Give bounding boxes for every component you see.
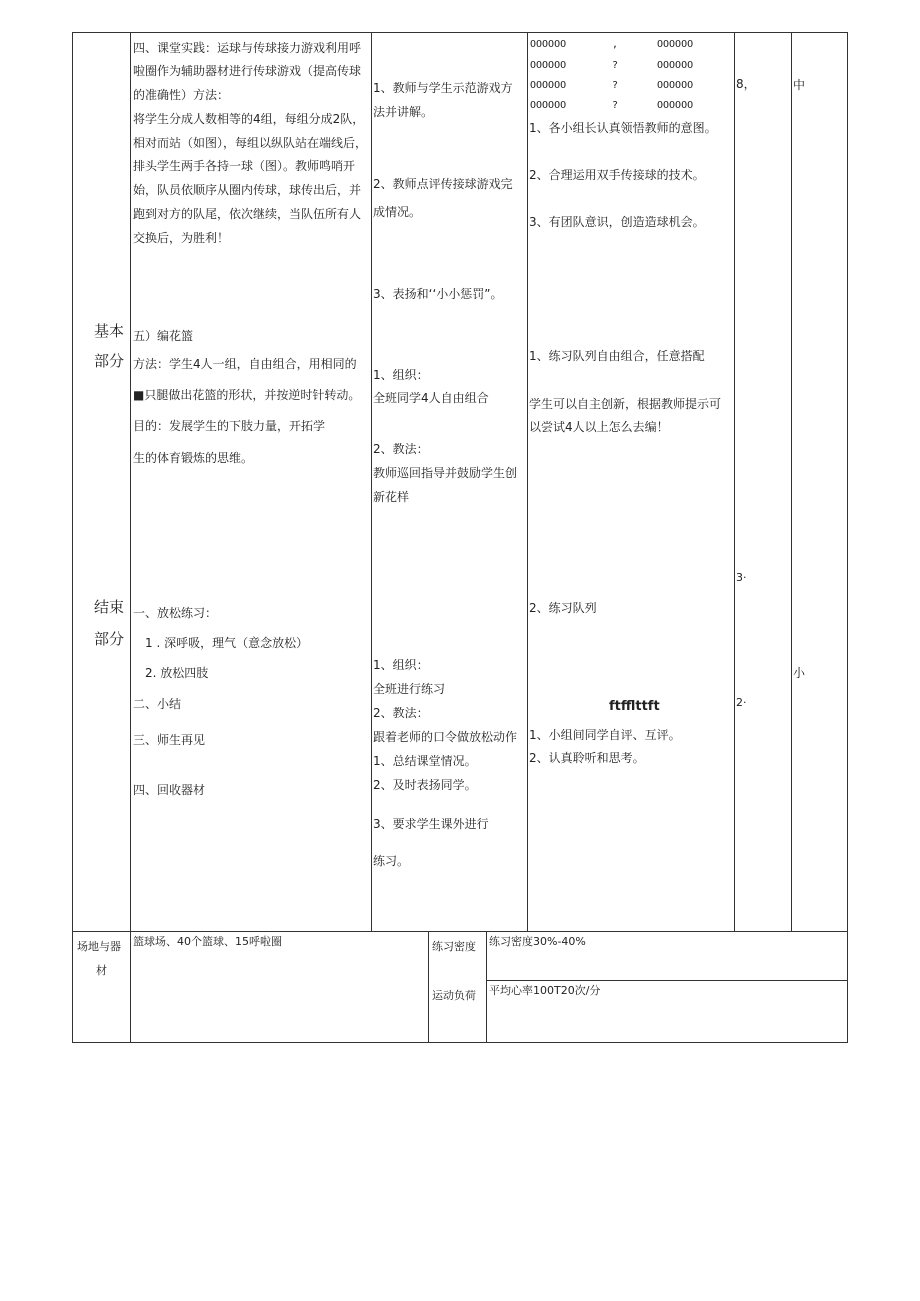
section-end-line1: 结束 bbox=[94, 598, 125, 616]
formation-left: OOOOOO bbox=[530, 100, 567, 111]
time-value: 2· bbox=[736, 696, 747, 709]
teacher-line: 2、教师点评传接球游戏完 bbox=[373, 177, 513, 191]
formation-left: OOOOOO bbox=[530, 80, 567, 91]
formation-mid: ? bbox=[612, 100, 619, 111]
formation-left: OOOOOO bbox=[530, 39, 567, 50]
formation-mid: , bbox=[612, 39, 619, 50]
formation-left: OOOOOO bbox=[530, 60, 567, 71]
formation-mid: ? bbox=[612, 60, 619, 71]
content-line: 交换后，为胜利！ bbox=[133, 231, 230, 245]
content-line: 跑到对方的队尾，依次继续，当队伍所有人 bbox=[133, 207, 362, 221]
load-value: 平均心率100T20次/分 bbox=[489, 984, 601, 997]
venue-label: 场地与器 bbox=[77, 940, 121, 953]
time-value: 3· bbox=[736, 571, 747, 584]
formation-right: OOOOOO bbox=[657, 80, 694, 91]
student-line: 1、各小组长认真领悟教师的意图。 bbox=[529, 121, 717, 135]
content-line: 的准确性）方法： bbox=[133, 88, 230, 102]
content-title: 五）编花篮 bbox=[133, 329, 194, 343]
teacher-line: 练习。 bbox=[373, 854, 410, 868]
content-line: 一、放松练习： bbox=[133, 606, 218, 620]
content-line: 相对而站（如图），每组以纵队站在端线后， bbox=[133, 136, 368, 150]
student-line: 以尝试4人以上怎么去编！ bbox=[529, 420, 669, 434]
intensity-value: 小 bbox=[793, 666, 806, 680]
teacher-line: 新花样 bbox=[373, 490, 410, 504]
teacher-line: 全班同学4人自由组合 bbox=[373, 391, 489, 405]
teacher-line: 法并讲解。 bbox=[373, 105, 434, 119]
section-basic-line1: 基本 bbox=[94, 322, 125, 340]
teacher-line: 2、教法： bbox=[373, 706, 429, 720]
density-label: 练习密度 bbox=[432, 940, 476, 953]
content-line: 四、回收器材 bbox=[133, 783, 206, 797]
content-line: 方法：学生4人一组，自由组合，用相同的 bbox=[133, 357, 357, 371]
content-line: 始，队员依顺序从圈内传球，球传出后，并 bbox=[133, 183, 362, 197]
student-line: 1、练习队列自由组合，任意搭配 bbox=[529, 349, 705, 363]
content-line: 生的体育锻炼的思维。 bbox=[133, 451, 254, 465]
content-line: 啦圈作为辅助器材进行传球游戏（提高传球 bbox=[133, 64, 362, 78]
content-line: 三、师生再见 bbox=[133, 733, 206, 747]
teacher-line: 3、表扬和‘‘小小惩罚”。 bbox=[373, 287, 503, 301]
content-line: 二、小结 bbox=[133, 697, 182, 711]
content-line: 将学生分成人数相等的4组，每组分成2队， bbox=[133, 112, 365, 126]
content-line: 目的：发展学生的下肢力量，开拓学 bbox=[133, 419, 326, 433]
load-label: 运动负荷 bbox=[432, 989, 476, 1002]
content-line: 四、课堂实践：运球与传球接力游戏利用呼 bbox=[133, 41, 362, 55]
student-line: 2、练习队列 bbox=[529, 601, 597, 615]
venue-value: 篮球场、40个篮球、15呼啦圈 bbox=[133, 935, 282, 948]
teacher-line: 1、组织： bbox=[373, 368, 429, 382]
formation-right: OOOOOO bbox=[657, 39, 694, 50]
content-line: 排头学生两手各持一球（图）。教师鸣哨开 bbox=[133, 159, 356, 173]
student-line: 2、认真聆听和思考。 bbox=[529, 751, 645, 765]
teacher-line: 3、要求学生课外进行 bbox=[373, 817, 489, 831]
student-line: 1、小组间同学自评、互评。 bbox=[529, 728, 681, 742]
content-line: 2. 放松四肢 bbox=[145, 666, 209, 680]
student-line: 学生可以自主创新，根据教师提示可 bbox=[529, 397, 722, 411]
density-value: 练习密度30%-40% bbox=[489, 935, 586, 948]
teacher-line: 1、教师与学生示范游戏方 bbox=[373, 81, 513, 95]
student-line: 2、合理运用双手传接球的技术。 bbox=[529, 168, 705, 182]
formation-mid: ? bbox=[612, 80, 619, 91]
formation-right: OOOOOO bbox=[657, 60, 694, 71]
student-garbled-text: ftfflttft bbox=[609, 699, 660, 714]
teacher-line: 全班进行练习 bbox=[373, 682, 446, 696]
section-end-line2: 部分 bbox=[94, 630, 125, 648]
time-value: 8， bbox=[736, 77, 756, 91]
intensity-value: 中 bbox=[793, 78, 806, 92]
section-basic-line2: 部分 bbox=[94, 352, 125, 370]
teacher-line: 1、组织： bbox=[373, 658, 429, 672]
teacher-line: 2、及时表扬同学。 bbox=[373, 778, 477, 792]
teacher-line: 1、总结课堂情况。 bbox=[373, 754, 477, 768]
venue-label: 材 bbox=[96, 964, 107, 977]
student-line: 3、有团队意识，创造造球机会。 bbox=[529, 215, 705, 229]
content-line: 1 . 深呼吸，理气（意念放松） bbox=[145, 636, 309, 650]
teacher-line: 跟着老师的口令做放松动作 bbox=[373, 730, 518, 744]
teacher-line: 2、教法： bbox=[373, 442, 429, 456]
teacher-line: 成情况。 bbox=[373, 205, 422, 219]
content-line: ■只腿做出花篮的形状，并按逆时针转动。 bbox=[133, 388, 361, 402]
teacher-line: 教师巡回指导并鼓励学生创 bbox=[373, 466, 518, 480]
formation-right: OOOOOO bbox=[657, 100, 694, 111]
